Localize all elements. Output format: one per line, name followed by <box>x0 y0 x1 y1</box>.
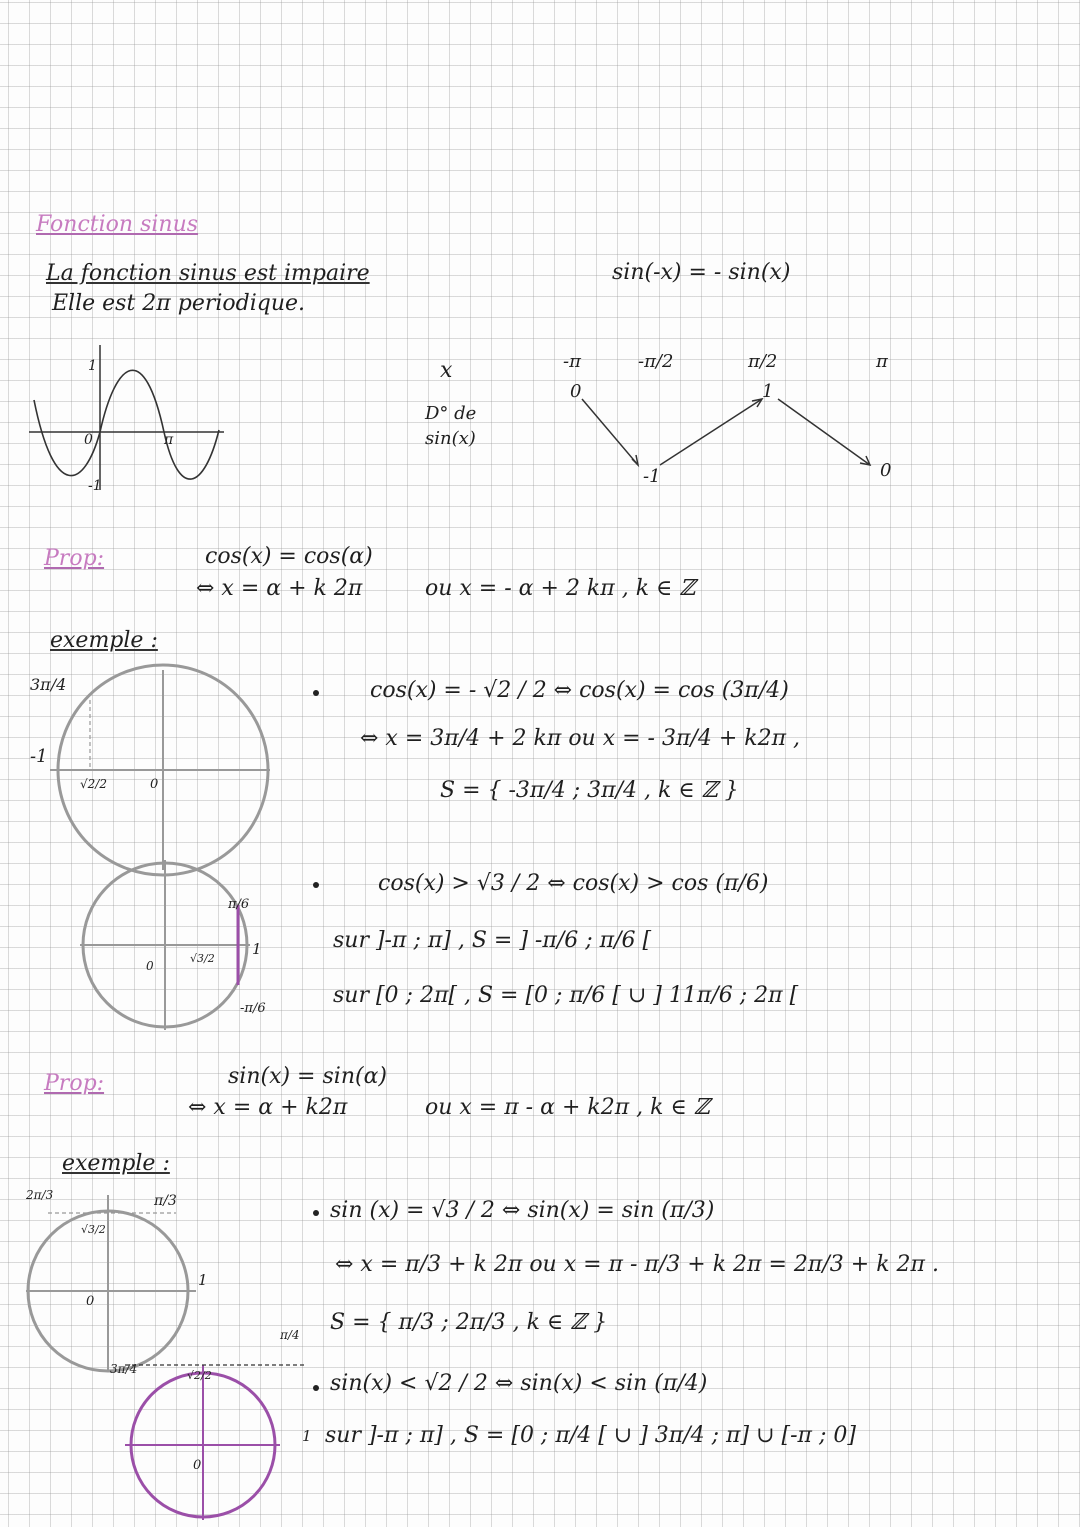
variation-x-label: x <box>440 358 453 383</box>
variation-x-0: -π <box>563 351 581 372</box>
prop2-solution-a: ⇔ x = α + k2π <box>188 1095 348 1120</box>
sine-curve <box>34 370 219 479</box>
circle3-one-label: 1 <box>198 1271 208 1289</box>
prop1-solution-b: ou x = - α + 2 kπ , k ∈ ℤ <box>425 576 696 601</box>
circle3-mid-label: √3/2 <box>81 1223 106 1236</box>
ex3-line2: ⇔ x = π/3 + k 2π ou x = π - π/3 + k 2π = 2π/3 + k 2π . <box>335 1252 939 1277</box>
prop1-solution-a: ⇔ x = α + k 2π <box>196 576 363 601</box>
variation-x-2: π/2 <box>748 351 778 372</box>
circle2-one-label: 1 <box>252 940 262 958</box>
page-title: Fonction sinus <box>36 212 199 237</box>
example1-label: exemple : <box>50 628 158 653</box>
circle1-zero-label: 0 <box>150 777 159 792</box>
circle4-one-label: 1 <box>302 1427 312 1445</box>
ex3-line1: sin (x) = √3 / 2 ⇔ sin(x) = sin (π/3) <box>330 1198 715 1223</box>
unit-circle-2 <box>80 860 290 1030</box>
ex1-line3: S = { -3π/4 ; 3π/4 , k ∈ ℤ } <box>440 778 739 803</box>
variation-arrows <box>580 395 880 475</box>
prop1-label: Prop: <box>44 546 105 571</box>
circle1-mid-label: √2/2 <box>80 777 107 791</box>
circle2-zero-label: 0 <box>146 959 154 973</box>
unit-circle-3 <box>26 1185 226 1370</box>
circle2-top-label: π/6 <box>228 897 250 912</box>
circle3-top-right-label: π/3 <box>154 1193 177 1209</box>
odd-identity: sin(-x) = - sin(x) <box>612 260 791 285</box>
circle4-zero-label: 0 <box>193 1458 202 1473</box>
circle4-top-left-label: 3π/4 <box>110 1362 138 1376</box>
variation-f-0: 0 <box>570 381 582 402</box>
circle2-mid-label: √3/2 <box>190 952 215 965</box>
intro-line-periodic: Elle est 2π periodique. <box>52 291 306 316</box>
circle4-top-right-label: π/4 <box>280 1328 300 1342</box>
prop2-solution-b: ou x = π - α + k2π , k ∈ ℤ <box>425 1095 710 1120</box>
graph-origin: 0 <box>84 432 93 448</box>
variation-f-label-1: D° de <box>425 403 477 424</box>
prop1-equation: cos(x) = cos(α) <box>205 544 373 569</box>
ex4-line2: sur ]-π ; π] , S = [0 ; π/4 [ ∪ ] 3π/4 ; π] ∪ [-π ; 0] <box>325 1423 856 1448</box>
circle3-top-left-label: 2π/3 <box>26 1188 54 1202</box>
unit-circle-4 <box>105 1328 315 1525</box>
graph-y-top: 1 <box>88 358 97 374</box>
unit-circle-1 <box>30 670 260 870</box>
variation-x-1: -π/2 <box>638 351 674 372</box>
circle1-left-label: -1 <box>30 746 48 767</box>
ex2-line1: cos(x) > √3 / 2 ⇔ cos(x) > cos (π/6) <box>378 871 769 896</box>
bullet <box>313 690 319 696</box>
variation-x-3: π <box>876 351 888 372</box>
ex2-line2: sur ]-π ; π] , S = ] -π/6 ; π/6 [ <box>333 928 652 953</box>
circle3-zero-label: 0 <box>86 1294 95 1309</box>
circle4-mid-label: √2/2 <box>187 1369 212 1382</box>
ex2-line3: sur [0 ; 2π[ , S = [0 ; π/6 [ ∪ ] 11π/6 ; 2π [ <box>333 983 799 1008</box>
ex1-line2: ⇔ x = 3π/4 + 2 kπ ou x = - 3π/4 + k2π , <box>360 726 801 751</box>
sine-graph <box>24 340 234 500</box>
intro-line-odd: La fonction sinus est impaire <box>46 261 370 286</box>
bullet <box>313 1385 319 1391</box>
variation-f-label-2: sin(x) <box>425 428 476 449</box>
variation-f-1: -1 <box>643 466 661 487</box>
bullet <box>313 882 319 888</box>
circle2-bottom-label: -π/6 <box>240 1001 266 1016</box>
prop2-equation: sin(x) = sin(α) <box>228 1064 388 1089</box>
variation-f-2: 1 <box>762 381 774 402</box>
variation-f-3: 0 <box>880 460 892 481</box>
ex3-line3: S = { π/3 ; 2π/3 , k ∈ ℤ } <box>330 1310 608 1335</box>
example2-label: exemple : <box>62 1151 170 1176</box>
ex4-line1: sin(x) < √2 / 2 ⇔ sin(x) < sin (π/4) <box>330 1371 708 1396</box>
circle1-top-label: 3π/4 <box>30 675 67 694</box>
prop2-label: Prop: <box>44 1071 105 1096</box>
bullet <box>313 1210 319 1216</box>
graph-y-bottom: -1 <box>88 478 102 494</box>
graph-pi: π <box>164 432 174 448</box>
ex1-line1: cos(x) = - √2 / 2 ⇔ cos(x) = cos (3π/4) <box>370 678 789 703</box>
